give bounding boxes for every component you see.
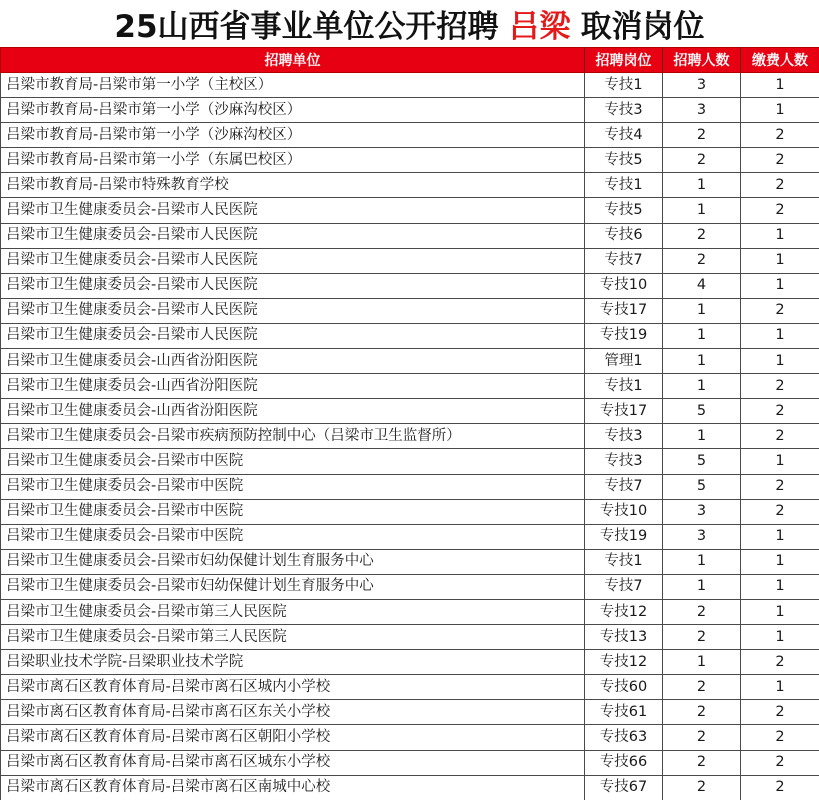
- cell-paid-count: 2: [741, 775, 819, 800]
- column-header-unit: 招聘单位: [1, 48, 585, 73]
- cell-hire-count: 1: [663, 374, 741, 399]
- cell-paid-count: 2: [741, 374, 819, 399]
- cell-hire-count: 1: [663, 173, 741, 198]
- cell-hire-count: 2: [663, 675, 741, 700]
- table-row: [1, 223, 819, 248]
- cell-paid-count: 1: [741, 273, 819, 298]
- cell-hire-count: 1: [663, 298, 741, 323]
- cell-unit: 吕梁市卫生健康委员会-吕梁市人民医院: [1, 248, 585, 273]
- cell-paid-count: 2: [741, 123, 819, 148]
- cell-hire-count: 4: [663, 273, 741, 298]
- cell-unit: 吕梁市离石区教育体育局-吕梁市离石区城内小学校: [1, 675, 585, 700]
- cell-post: 专技10: [585, 273, 663, 298]
- cell-hire-count: 3: [663, 98, 741, 123]
- cell-hire-count: 1: [663, 650, 741, 675]
- column-header-hire-count: 招聘人数: [663, 48, 741, 73]
- cell-paid-count: 2: [741, 399, 819, 424]
- cell-post: 管理1: [585, 349, 663, 374]
- cell-hire-count: 5: [663, 399, 741, 424]
- cell-paid-count: 2: [741, 700, 819, 725]
- table-row: [1, 700, 819, 725]
- cell-unit: 吕梁市卫生健康委员会-吕梁市中医院: [1, 499, 585, 524]
- cell-post: 专技1: [585, 549, 663, 574]
- cell-post: 专技3: [585, 98, 663, 123]
- cell-paid-count: 1: [741, 549, 819, 574]
- cell-paid-count: 1: [741, 574, 819, 599]
- cell-hire-count: 1: [663, 424, 741, 449]
- cell-post: 专技3: [585, 424, 663, 449]
- cell-paid-count: 2: [741, 173, 819, 198]
- title-prefix: 25山西省事业单位公开招聘: [114, 9, 499, 45]
- column-header-paid-count: 缴费人数: [741, 48, 819, 73]
- cell-unit: 吕梁市卫生健康委员会-吕梁市人民医院: [1, 323, 585, 348]
- cell-unit: 吕梁市教育局-吕梁市第一小学（东属巴校区）: [1, 148, 585, 173]
- cell-hire-count: 2: [663, 625, 741, 650]
- cell-hire-count: 1: [663, 323, 741, 348]
- cell-post: 专技61: [585, 700, 663, 725]
- cell-post: 专技1: [585, 73, 663, 98]
- cell-post: 专技3: [585, 449, 663, 474]
- cell-post: 专技4: [585, 123, 663, 148]
- table-row: [1, 123, 819, 148]
- cell-unit: 吕梁市卫生健康委员会-吕梁市中医院: [1, 474, 585, 499]
- table-row: [1, 675, 819, 700]
- table-row: [1, 449, 819, 474]
- cancelled-positions-table: [0, 47, 819, 800]
- table-row: [1, 599, 819, 624]
- table-row: [1, 399, 819, 424]
- cell-post: 专技1: [585, 374, 663, 399]
- cell-post: 专技60: [585, 675, 663, 700]
- cell-hire-count: 2: [663, 750, 741, 775]
- cell-hire-count: 2: [663, 725, 741, 750]
- table-row: [1, 424, 819, 449]
- cell-paid-count: 1: [741, 73, 819, 98]
- page-title: [0, 0, 819, 47]
- table-row: [1, 574, 819, 599]
- cell-hire-count: 2: [663, 700, 741, 725]
- cell-post: 专技5: [585, 148, 663, 173]
- table-row: [1, 650, 819, 675]
- cell-unit: 吕梁市卫生健康委员会-吕梁市人民医院: [1, 273, 585, 298]
- table-row: [1, 198, 819, 223]
- cell-unit: 吕梁职业技术学院-吕梁职业技术学院: [1, 650, 585, 675]
- cell-hire-count: 1: [663, 574, 741, 599]
- cell-paid-count: 2: [741, 650, 819, 675]
- cell-paid-count: 2: [741, 750, 819, 775]
- cell-post: 专技17: [585, 399, 663, 424]
- cell-hire-count: 2: [663, 223, 741, 248]
- cell-unit: 吕梁市卫生健康委员会-山西省汾阳医院: [1, 374, 585, 399]
- cell-post: 专技7: [585, 248, 663, 273]
- cell-unit: 吕梁市卫生健康委员会-吕梁市第三人民医院: [1, 625, 585, 650]
- cell-paid-count: 1: [741, 98, 819, 123]
- cell-unit: 吕梁市卫生健康委员会-吕梁市中医院: [1, 524, 585, 549]
- cell-paid-count: 1: [741, 349, 819, 374]
- cell-paid-count: 2: [741, 474, 819, 499]
- column-header-post: 招聘岗位: [585, 48, 663, 73]
- cell-unit: 吕梁市卫生健康委员会-吕梁市中医院: [1, 449, 585, 474]
- cell-unit: 吕梁市教育局-吕梁市特殊教育学校: [1, 173, 585, 198]
- cell-hire-count: 3: [663, 499, 741, 524]
- cell-paid-count: 1: [741, 323, 819, 348]
- cell-unit: 吕梁市卫生健康委员会-吕梁市人民医院: [1, 298, 585, 323]
- table-row: [1, 549, 819, 574]
- cell-unit: 吕梁市卫生健康委员会-吕梁市疾病预防控制中心（吕梁市卫生监督所）: [1, 424, 585, 449]
- table-row: [1, 248, 819, 273]
- cell-hire-count: 2: [663, 248, 741, 273]
- cell-post: 专技13: [585, 625, 663, 650]
- cell-unit: 吕梁市教育局-吕梁市第一小学（沙麻沟校区）: [1, 123, 585, 148]
- cell-paid-count: 1: [741, 223, 819, 248]
- table-row: [1, 323, 819, 348]
- table-header-row: [1, 48, 819, 73]
- table-row: [1, 98, 819, 123]
- table-row: [1, 298, 819, 323]
- title-suffix: 取消岗位: [580, 9, 705, 45]
- cell-unit: 吕梁市卫生健康委员会-吕梁市人民医院: [1, 223, 585, 248]
- cell-paid-count: 1: [741, 524, 819, 549]
- cell-post: 专技7: [585, 574, 663, 599]
- cell-unit: 吕梁市卫生健康委员会-吕梁市妇幼保健计划生育服务中心: [1, 574, 585, 599]
- cell-unit: 吕梁市离石区教育体育局-吕梁市离石区南城中心校: [1, 775, 585, 800]
- cell-unit: 吕梁市教育局-吕梁市第一小学（沙麻沟校区）: [1, 98, 585, 123]
- cell-hire-count: 1: [663, 198, 741, 223]
- cell-post: 专技67: [585, 775, 663, 800]
- table-row: [1, 775, 819, 800]
- cell-unit: 吕梁市卫生健康委员会-吕梁市人民医院: [1, 198, 585, 223]
- cell-post: 专技10: [585, 499, 663, 524]
- cell-hire-count: 2: [663, 775, 741, 800]
- title-highlight-city: 吕梁: [508, 9, 571, 45]
- table-row: [1, 173, 819, 198]
- cell-paid-count: 2: [741, 499, 819, 524]
- table-row: [1, 349, 819, 374]
- table-row: [1, 474, 819, 499]
- cell-paid-count: 2: [741, 298, 819, 323]
- table-row: [1, 625, 819, 650]
- table-row: [1, 725, 819, 750]
- cell-unit: 吕梁市离石区教育体育局-吕梁市离石区城东小学校: [1, 750, 585, 775]
- cell-post: 专技66: [585, 750, 663, 775]
- cell-hire-count: 3: [663, 524, 741, 549]
- cell-paid-count: 2: [741, 148, 819, 173]
- table-row: [1, 148, 819, 173]
- cell-hire-count: 2: [663, 599, 741, 624]
- cell-unit: 吕梁市卫生健康委员会-山西省汾阳医院: [1, 349, 585, 374]
- cell-post: 专技19: [585, 524, 663, 549]
- table-row: [1, 499, 819, 524]
- table-row: [1, 273, 819, 298]
- cell-hire-count: 5: [663, 449, 741, 474]
- cell-hire-count: 5: [663, 474, 741, 499]
- cell-post: 专技5: [585, 198, 663, 223]
- cell-paid-count: 2: [741, 424, 819, 449]
- cell-paid-count: 1: [741, 599, 819, 624]
- cell-hire-count: 2: [663, 123, 741, 148]
- cell-post: 专技6: [585, 223, 663, 248]
- cell-unit: 吕梁市卫生健康委员会-山西省汾阳医院: [1, 399, 585, 424]
- cell-paid-count: 1: [741, 248, 819, 273]
- cell-hire-count: 1: [663, 349, 741, 374]
- table-row: [1, 374, 819, 399]
- cell-hire-count: 1: [663, 549, 741, 574]
- cell-hire-count: 3: [663, 73, 741, 98]
- cell-paid-count: 1: [741, 675, 819, 700]
- table-row: [1, 750, 819, 775]
- cell-post: 专技7: [585, 474, 663, 499]
- cell-paid-count: 2: [741, 198, 819, 223]
- cell-unit: 吕梁市卫生健康委员会-吕梁市妇幼保健计划生育服务中心: [1, 549, 585, 574]
- cell-unit: 吕梁市离石区教育体育局-吕梁市离石区朝阳小学校: [1, 725, 585, 750]
- cell-hire-count: 2: [663, 148, 741, 173]
- table-row: [1, 524, 819, 549]
- cell-post: 专技63: [585, 725, 663, 750]
- cell-post: 专技17: [585, 298, 663, 323]
- cell-unit: 吕梁市离石区教育体育局-吕梁市离石区东关小学校: [1, 700, 585, 725]
- cell-paid-count: 1: [741, 625, 819, 650]
- cell-unit: 吕梁市教育局-吕梁市第一小学（主校区）: [1, 73, 585, 98]
- cell-paid-count: 2: [741, 725, 819, 750]
- cell-unit: 吕梁市卫生健康委员会-吕梁市第三人民医院: [1, 599, 585, 624]
- cell-paid-count: 1: [741, 449, 819, 474]
- table-row: [1, 73, 819, 98]
- cell-post: 专技1: [585, 173, 663, 198]
- cell-post: 专技12: [585, 650, 663, 675]
- cell-post: 专技12: [585, 599, 663, 624]
- cell-post: 专技19: [585, 323, 663, 348]
